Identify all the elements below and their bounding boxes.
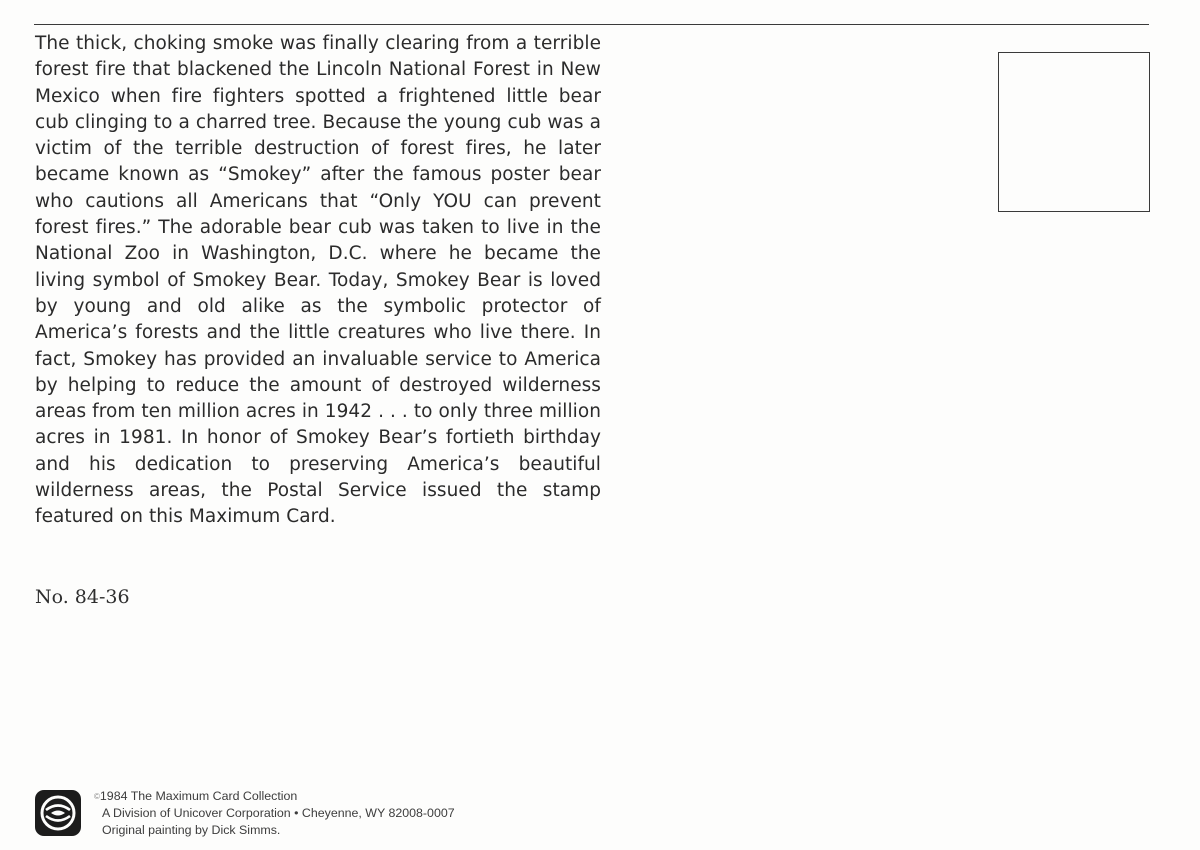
story-text: The thick, choking smoke was finally clearing from a terrible forest fire that blackened the Lincoln National Forest in New Mexico when fire fighters spotted a frightened little bear cub clinging to a charred tree. Because the young cub was a victim of the terrible destruction of forest fires, he later became known as “Smokey” after the famous poster bear who cautions all Americans that “Only YOU can prevent forest fires.” The adorable bear cub was taken to live in the National Zoo in Washington, D.C. where he became the living symbol of Smokey Bear. Today, Smokey Bear is loved by young and old alike as the symbolic protector of America’s forests and the little creatures who live there. In fact, Smokey has provided an invaluable service to America by helping to reduce the amount of destroyed wilderness areas from ten million acres in 1942 . . . to only three million acres in 1981. In honor of Smokey Bear’s fortieth birthday and his dedication to preserving America’s beautiful wilderness areas, the Postal Service issued the stamp featured on this Maximum Card. xyxy=(35,33,601,528)
credits-line-copyright xyxy=(94,788,455,805)
card-number: No. 84-36 xyxy=(35,586,130,608)
unicover-logo-icon xyxy=(35,790,81,836)
copyright-symbol: © xyxy=(94,792,100,801)
credits-line-2: A Division of Unicover Corporation • Cheyenne, WY 82008-0007 xyxy=(102,806,455,820)
credits-line-3: Original painting by Dick Simms. xyxy=(102,823,281,837)
credits-block xyxy=(94,788,455,839)
unicover-logo-graphic xyxy=(35,790,81,836)
top-rule xyxy=(34,24,1149,25)
stamp-box xyxy=(998,52,1150,212)
credits-line-1: 1984 The Maximum Card Collection xyxy=(99,789,298,803)
